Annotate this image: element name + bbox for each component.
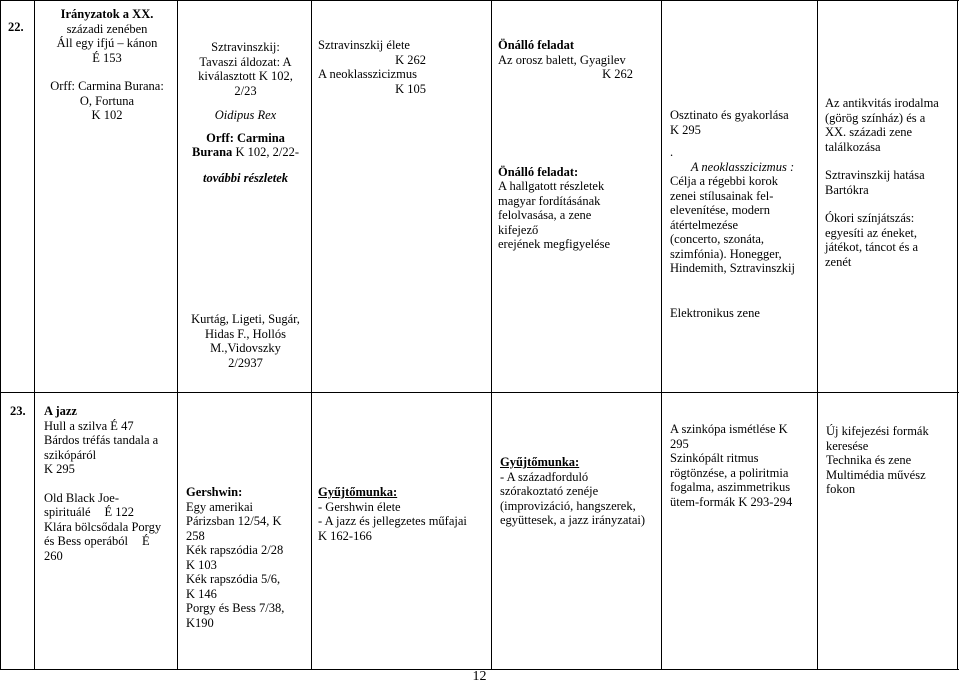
- row22-theory-cell: Sztravinszkij élete K 262 A neoklasszicizmus K 105: [318, 38, 426, 96]
- col-border: [957, 0, 958, 670]
- topic-title: A jazz: [44, 404, 77, 418]
- song-ref: Áll egy ifjú – kánon É 153: [56, 36, 158, 65]
- page-number: 12: [472, 669, 487, 684]
- col-border: [661, 0, 662, 670]
- table-top-border: [0, 0, 959, 1]
- row22-topic-cell: [40, 7, 174, 123]
- work-title: Oidipus Rex: [214, 108, 277, 122]
- neoclassicism-term: A neoklasszicizmus :: [690, 159, 795, 174]
- row22-connections-cell: Az antikvitás irodalma (görög színház) és a XX. századi zene találkozása Sztravinszkij hatása Bartókra Ókori színjátszás: egyesíti az éneket, játékot, táncot és a zenét: [825, 96, 939, 269]
- col-border: [177, 0, 178, 670]
- topic-title: Irányzatok a XX. századi zenében: [60, 7, 154, 36]
- row23-listening-cell: Gershwin: Egy amerikai Párizsban 12/54, K 258 Kék rapszódia 2/28 K 103 Kék rapszódia 5/6, K 146 Porgy és Bess 7/38, K190: [186, 485, 285, 630]
- orff-ref: Orff: Carmina Burana K 102, 2/22-: [192, 130, 299, 159]
- row23-skills-cell: A szinkópa ismétlése K 295 Szinkópált ritmus rögtönzése, a poliritmia fogalma, aszimmetrikus ütem-formák K 293-294: [670, 422, 793, 509]
- row-divider: [0, 392, 959, 393]
- row23-connections-cell: Új kifejezési formák keresése Technika és zene Multimédia művész fokon: [826, 424, 929, 496]
- listening-ref: Orff: Carmina Burana: O, Fortuna K 102: [50, 79, 164, 122]
- col-border: [34, 0, 35, 670]
- task-heading: Önálló feladat: [498, 38, 575, 52]
- row22-listening-cell: Sztravinszkij: Tavaszi áldozat: A kiválasztott K 102, 2/23 Oidipus Rex Orff: Carmina Burana K 102, 2/22- további részletek: [183, 40, 308, 185]
- row22-composers: Kurtág, Ligeti, Sugár, Hidas F., Hollós M.,Vidovszky 2/2937: [191, 312, 300, 370]
- row22-skills-cell: Osztinato és gyakorlása K 295 . A neoklasszicizmus : Célja a régebbi korok zenei stílusainak fel- elevenítése, modern átértelmezése (concerto, szonáta, szimfónia). Honegger, Hindemith, Sztravinszkij: [670, 108, 815, 276]
- col-border: [817, 0, 818, 670]
- row23-topic-cell: A jazz Hull a szilva É 47 Bárdos tréfás tandala a szikópáról K 295 Old Black Joe- spirituálé É 122 Klára bölcsődala Porgy és Bess operából É 260: [44, 404, 175, 563]
- col-border: [311, 0, 312, 670]
- col-border: [0, 0, 1, 670]
- task-heading: Önálló feladat:: [498, 164, 579, 179]
- further-parts: további részletek: [202, 170, 289, 185]
- row22-task-cell: Önálló feladat Az orosz balett, Gyagilev K 262 Önálló feladat: A hallgatott részletek magyar fordításának felolvasása, a zene kifejező erejének megfigyelése: [498, 38, 633, 251]
- row-number: 23.: [10, 404, 26, 418]
- electronic-music: Elektronikus zene: [670, 306, 760, 320]
- row23-theory-cell: Gyűjtőmunka: - Gershwin élete - A jazz és jellegzetes műfajai K 162-166: [318, 485, 467, 543]
- row-number: 22.: [8, 20, 24, 34]
- row23-task-cell: Gyűjtőmunka: - A századforduló szórakoztató zenéje (improvizáció, hangszerek, együttesek, a jazz irányzatai): [500, 455, 646, 527]
- col-border: [491, 0, 492, 670]
